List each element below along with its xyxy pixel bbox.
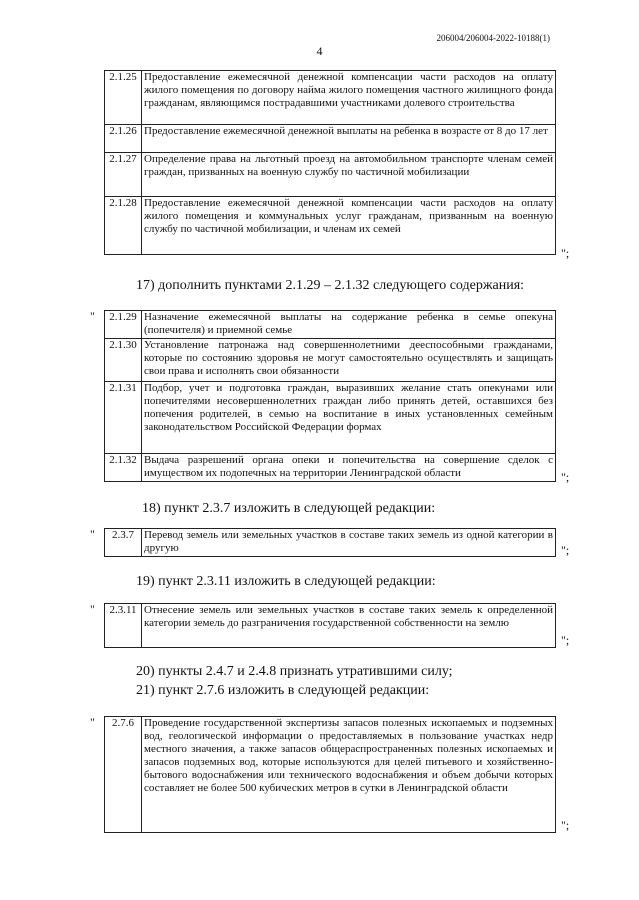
opening-quote: " [90,527,95,541]
item-21-heading: 21) пункт 2.7.6 изложить в следующей редакции: [136,683,430,698]
services-table-2 [104,310,556,482]
table-row [105,717,556,833]
table-row [105,311,556,339]
closing-quote: "; [561,470,570,484]
row-text: Установление патронажа над совершеннолетними дееспособными гражданами, которые по состоянию здоровья не могут самостоятельно осуществлять и защищать свои права и исполнять свои обязанности [142,339,556,382]
row-number: 2.1.29 [105,311,142,339]
row-number: 2.1.31 [105,382,142,454]
services-table-5 [104,716,556,833]
row-number: 2.7.6 [105,717,142,833]
row-text: Выдача разрешений органа опеки и попечительства на совершение сделок с имуществом их подопечных на территории Ленинградской области [142,454,556,482]
table-row [105,382,556,454]
row-text: Назначение ежемесячной выплаты на содержание ребенка в семье опекуна (попечителя) и приемной семье [142,311,556,339]
row-number: 2.1.28 [105,197,142,255]
row-text: Определение права на льготный проезд на автомобильном транспорте членам семей граждан, призванных на военную службу по частичной мобилизации [142,153,556,197]
services-table-3 [104,528,556,557]
row-number: 2.1.26 [105,125,142,153]
item-18-heading: 18) пункт 2.3.7 изложить в следующей редакции: [142,501,436,516]
row-number: 2.1.27 [105,153,142,197]
table-row [105,71,556,125]
row-number: 2.1.25 [105,71,142,125]
row-text: Проведение государственной экспертизы запасов полезных ископаемых и подземных вод, геологической информации о предоставляемых в пользование участках недр местного значения, а также запасов общераспространенных полезных ископаемых и запасов подземных вод, которые используются для целей питьевого и хозяйственно-бытового водоснабжения или технического водоснабжения и объем добычи которых составляет не более 500 кубических метров в сутки в Ленинградской области [142,717,556,833]
row-number: 2.3.11 [105,604,142,648]
row-number: 2.3.7 [105,529,142,557]
closing-quote: "; [561,246,570,260]
row-text: Перевод земель или земельных участков в составе таких земель из одной категории в другую [142,529,556,557]
row-text: Подбор, учет и подготовка граждан, выразивших желание стать опекунами или попечителями несовершеннолетних граждан либо принять детей, оставшихся без попечения родителей, в семью на воспитание в иных установленных семейным законодательством Российской Федерации формах [142,382,556,454]
closing-quote: "; [561,633,570,647]
table-row [105,604,556,648]
opening-quote: " [90,309,95,323]
item-17-heading: 17) дополнить пунктами 2.1.29 – 2.1.32 следующего содержания: [136,278,525,293]
table-row [105,153,556,197]
table-row [105,454,556,482]
table-row [105,197,556,255]
page-number: 4 [316,44,323,58]
row-text: Отнесение земель или земельных участков в составе таких земель к определенной категории земель до разграничения государственной собственности на землю [142,604,556,648]
row-number: 2.1.32 [105,454,142,482]
services-table-4 [104,603,556,648]
row-text: Предоставление ежемесячной денежной компенсации части расходов на оплату жилого помещения по договору найма жилого помещения частного жилищного фонда гражданам, являющимся пострадавшими участниками долевого строительства [142,71,556,125]
closing-quote: "; [561,543,570,557]
row-text: Предоставление ежемесячной денежной выплаты на ребенка в возрасте от 8 до 17 лет [142,125,556,153]
closing-quote: "; [561,818,570,832]
opening-quote: " [90,602,95,616]
row-text: Предоставление ежемесячной денежной компенсации части расходов на оплату жилого помещения и коммунальных услуг гражданам, призванным на военную службу по частичной мобилизации, и членам их семей [142,197,556,255]
table-row [105,125,556,153]
table-row [105,339,556,382]
opening-quote: " [90,715,95,729]
item-19-heading: 19) пункт 2.3.11 изложить в следующей редакции: [136,574,436,589]
table-row [105,529,556,557]
item-20-heading: 20) пункты 2.4.7 и 2.4.8 признать утратившими силу; [136,664,453,679]
services-table-1 [104,70,556,255]
row-number: 2.1.30 [105,339,142,382]
document-id: 206004/206004-2022-10188(1) [436,33,550,43]
